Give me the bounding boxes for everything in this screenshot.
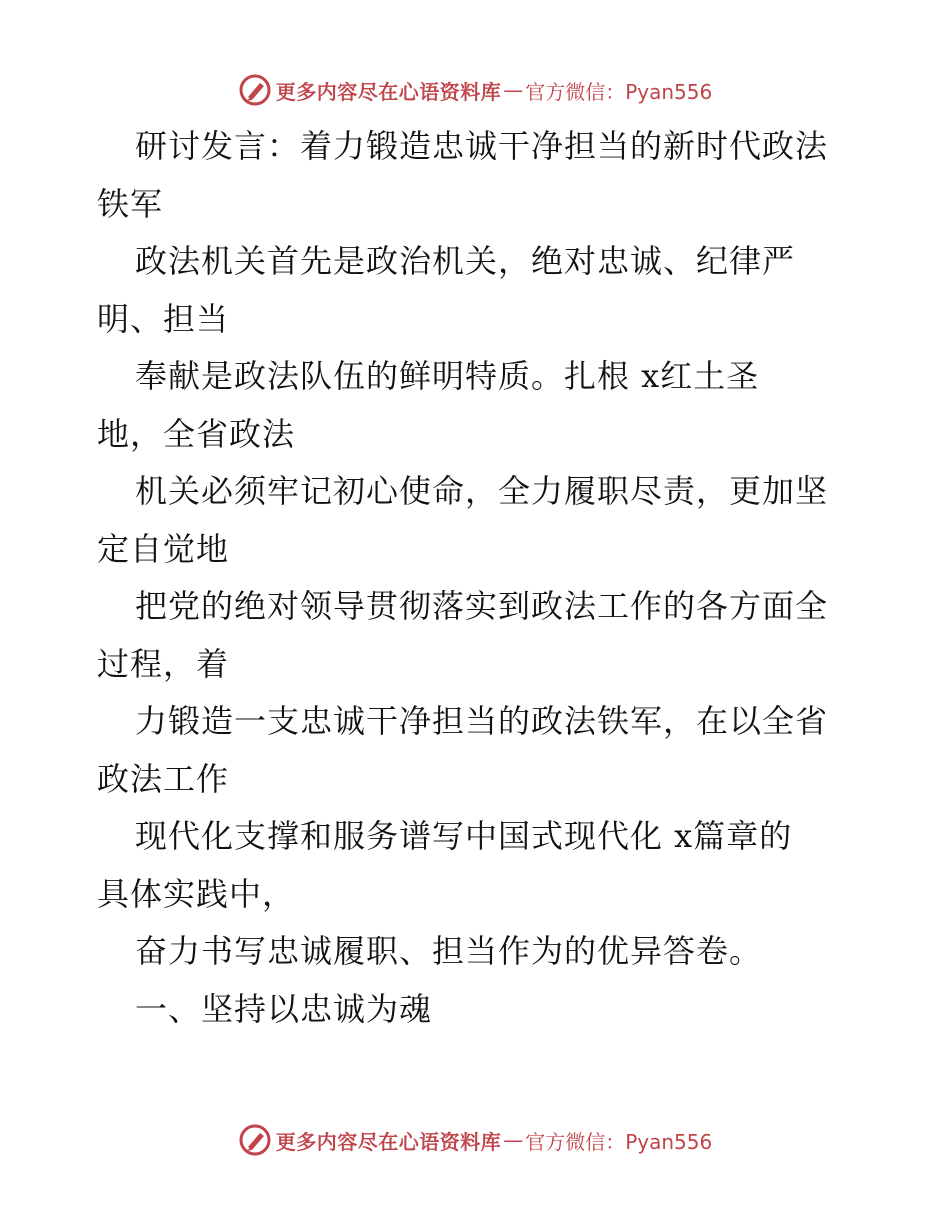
text-line: 明、担当: [97, 299, 230, 338]
text-line: 奉献是政法队伍的鲜明特质。扎根 x红土圣: [135, 357, 760, 395]
text-line: 政法工作: [97, 759, 230, 798]
text-line: 地，全省政法: [97, 414, 296, 453]
watermark-dash: —: [503, 78, 524, 102]
watermark-wechat: 官方微信：Pyan556: [525, 79, 713, 104]
text-line: 力锻造一支忠诚干净担当的政法铁军，在以全省: [135, 702, 829, 740]
text-line: 具体实践中，: [97, 874, 296, 913]
text-line: 过程，着: [97, 644, 230, 683]
watermark-text: 更多内容尽在心语资料库: [275, 79, 502, 104]
section-heading: 一、坚持以忠诚为魂: [135, 989, 433, 1028]
text-line: 定自觉地: [97, 529, 230, 568]
watermark-text: 更多内容尽在心语资料库: [275, 1129, 502, 1154]
pen-circle-logo-icon: [238, 1123, 272, 1157]
footer-watermark: [0, 1120, 950, 1160]
text-line: 把党的绝对领导贯彻落实到政法工作的各方面全: [135, 587, 829, 625]
watermark-dash: —: [503, 1128, 524, 1152]
document-title: 研讨发言：着力锻造忠诚干净担当的新时代政法: [135, 127, 829, 165]
text-line: 政法机关首先是政治机关，绝对忠诚、纪律严: [135, 242, 796, 280]
text-line: 铁军: [97, 184, 164, 223]
document-body: [97, 118, 857, 1038]
text-line: 奋力书写忠诚履职、担当作为的优异答卷。: [135, 932, 763, 970]
header-watermark: [0, 70, 950, 110]
text-line: 机关必须牢记初心使命，全力履职尽责，更加坚: [135, 472, 829, 510]
watermark-wechat: 官方微信：Pyan556: [525, 1129, 713, 1154]
pen-circle-logo-icon: [238, 73, 272, 107]
text-line: 现代化支撑和服务谱写中国式现代化 x篇章的: [135, 817, 793, 855]
